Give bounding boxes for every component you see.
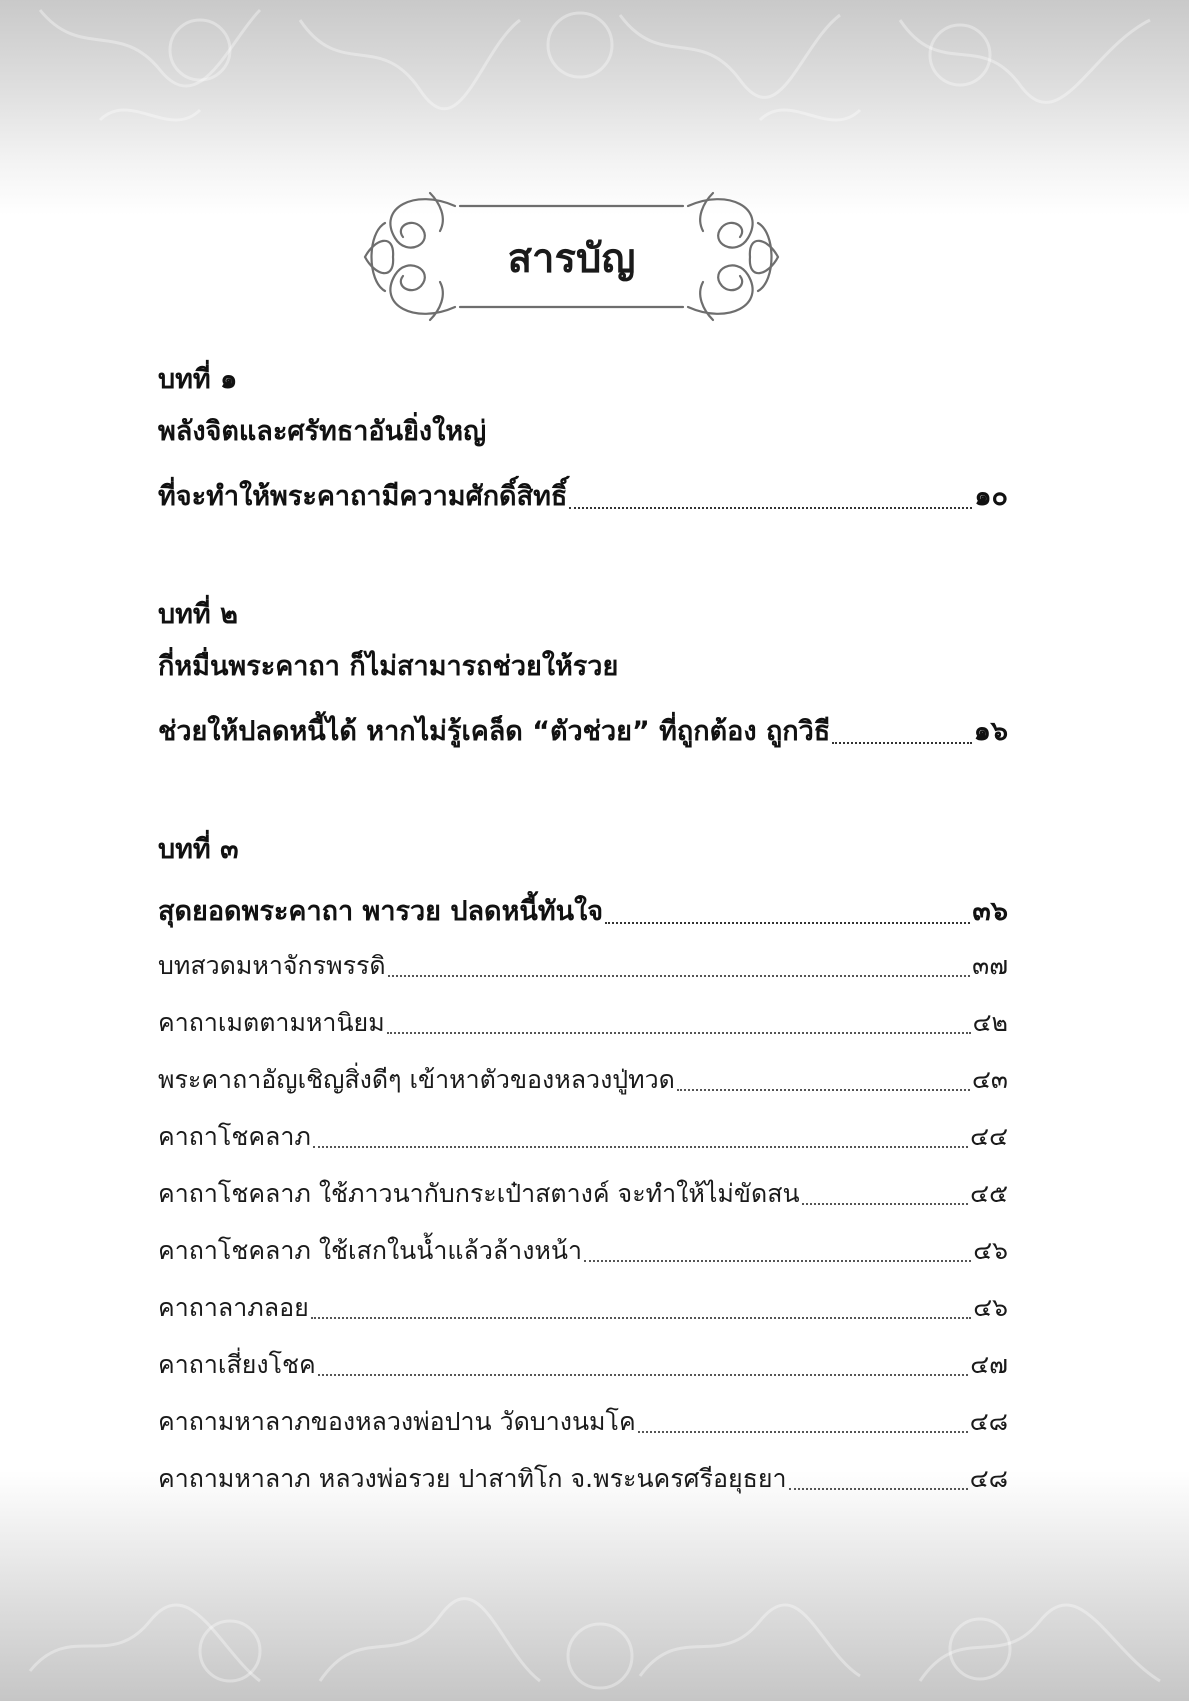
chapter-1-title-line2: ที่จะทำให้พระคาถามีความศักดิ์สิทธิ์ (158, 481, 568, 512)
page-number: ๓๖ (972, 896, 1008, 927)
page-number: ๔๗ (970, 1350, 1008, 1379)
dot-leader (388, 975, 970, 977)
table-of-contents (158, 360, 1008, 1499)
dot-leader (802, 1203, 969, 1205)
page-number: ๔๒ (972, 1008, 1008, 1037)
toc-entry[interactable] (158, 1402, 1008, 1442)
toc-entry[interactable] (158, 1003, 1008, 1043)
entry-title: คาถาลาภลอย (158, 1293, 309, 1322)
dot-leader (605, 922, 970, 924)
page-number: ๔๘ (969, 1464, 1008, 1493)
toc-entry[interactable] (158, 1060, 1008, 1100)
entry-title: คาถาเมตตามหานิยม (158, 1008, 385, 1037)
entry-title: บทสวดมหาจักรพรรดิ (158, 951, 386, 980)
chapter-2-label: บทที่ ๒ (158, 599, 238, 630)
chapter-2-entry[interactable] (158, 712, 1008, 752)
dot-leader (677, 1089, 970, 1091)
bottom-decorative-band (0, 1471, 1189, 1701)
dot-leader (569, 507, 972, 509)
toc-entry[interactable] (158, 1459, 1008, 1499)
entry-title: คาถามหาลาภของหลวงพ่อปาน วัดบางนมโค (158, 1407, 636, 1436)
page-number: ๑๐ (974, 481, 1008, 512)
entry-title: คาถาโชคลาภ (158, 1122, 311, 1151)
page-title: สารบัญ (507, 236, 636, 282)
entry-title: คาถาโชคลาภ ใช้เสกในน้ำแล้วล้างหน้า (158, 1236, 583, 1265)
dot-leader (311, 1317, 971, 1319)
toc-entry[interactable] (158, 946, 1008, 986)
damask-pattern-bottom (0, 1471, 1189, 1701)
dot-leader (318, 1374, 969, 1376)
toc-entry[interactable] (158, 1345, 1008, 1385)
chapter-2-title-line2: ช่วยให้ปลดหนี้ได้ หากไม่รู้เคล็ด “ตัวช่วย” ที่ถูกต้อง ถูกวิธี (158, 716, 831, 747)
dot-leader (387, 1032, 971, 1034)
dot-leader (789, 1488, 968, 1490)
chapter-1-label: บทที่ ๑ (158, 364, 238, 395)
toc-entry[interactable] (158, 1174, 1008, 1214)
dot-leader (832, 742, 971, 744)
dot-leader (313, 1146, 968, 1148)
page-number: ๔๔ (970, 1122, 1008, 1151)
page-number: ๓๗ (972, 951, 1008, 980)
page-number: ๔๕ (970, 1179, 1008, 1208)
entry-title: คาถาโชคลาภ ใช้ภาวนากับกระเป๋าสตางค์ จะทำให้ไม่ขัดสน (158, 1179, 800, 1208)
page-number: ๔๖ (973, 1293, 1008, 1322)
chapter-1-entry[interactable] (158, 477, 1008, 517)
entry-title: คาถาเสี่ยงโชค (158, 1350, 316, 1379)
page-number: ๔๖ (973, 1236, 1008, 1265)
chapter-3-entry[interactable] (158, 892, 1008, 932)
page-number: ๔๘ (969, 1407, 1008, 1436)
chapter-2-title-line1: กี่หมื่นพระคาถา ก็ไม่สามารถช่วยให้รวย (158, 651, 619, 682)
chapter-3-title: สุดยอดพระคาถา พารวย ปลดหนี้ทันใจ (158, 896, 604, 927)
toc-entry[interactable] (158, 1288, 1008, 1328)
dot-leader (584, 1260, 971, 1262)
entry-title: พระคาถาอัญเชิญสิ่งดีๆ เข้าหาตัวของหลวงปู่ทวด (158, 1065, 675, 1094)
page-number: ๑๖ (973, 716, 1008, 747)
dot-leader (638, 1431, 968, 1433)
chapter-3-label: บทที่ ๓ (158, 834, 239, 865)
chapter-1-title-line1: พลังจิตและศรัทธาอันยิ่งใหญ่ (158, 416, 487, 447)
toc-entry[interactable] (158, 1231, 1008, 1271)
title-ornament-frame (355, 183, 835, 333)
entry-title: คาถามหาลาภ หลวงพ่อรวย ปาสาทิโก จ.พระนครศรีอยุธยา (158, 1464, 787, 1493)
toc-entry[interactable] (158, 1117, 1008, 1157)
page-number: ๔๓ (971, 1065, 1008, 1094)
